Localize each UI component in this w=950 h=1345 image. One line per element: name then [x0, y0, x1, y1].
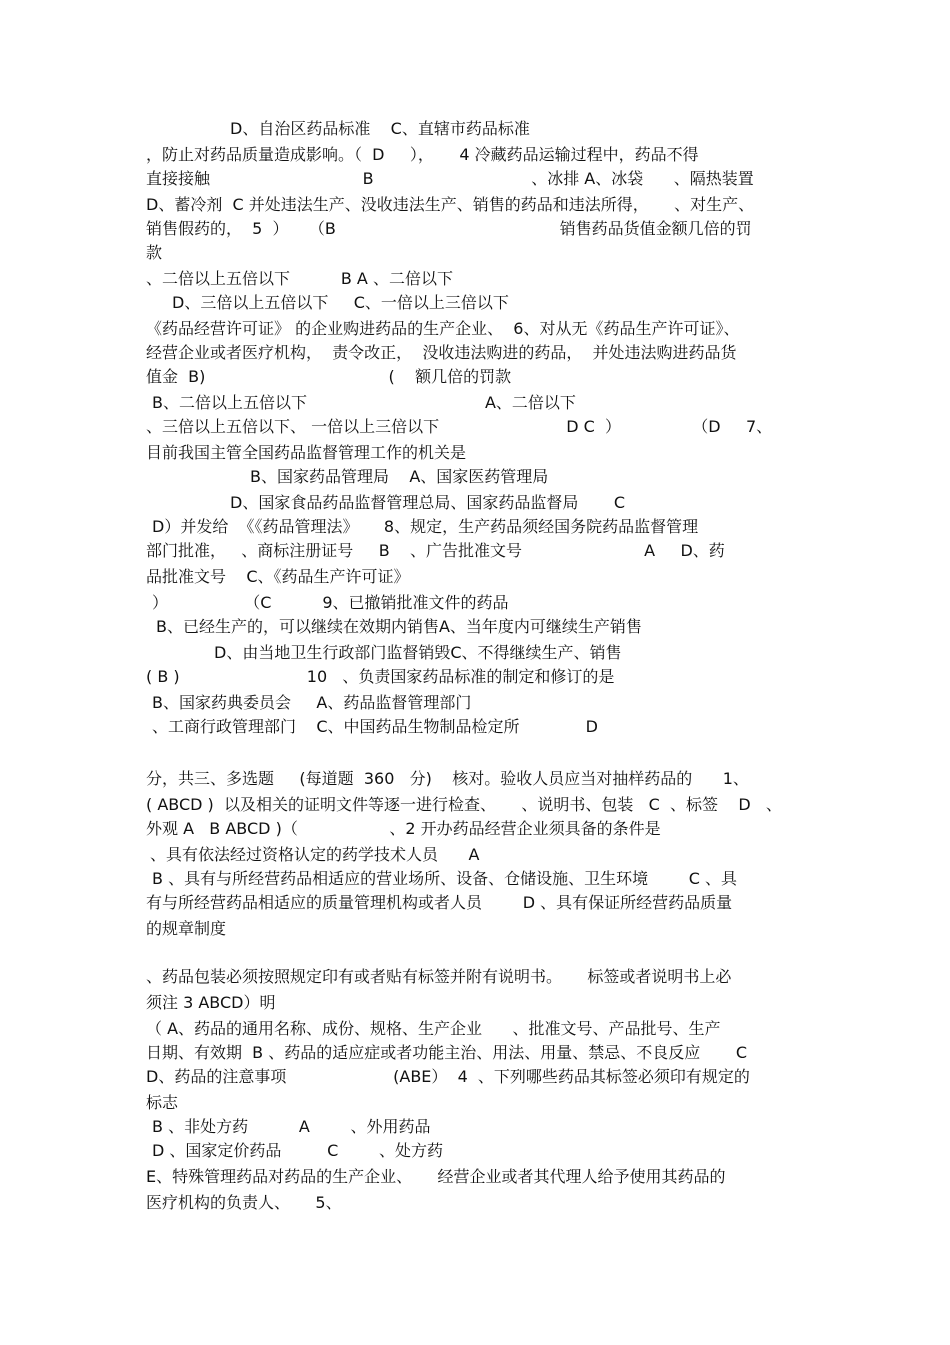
text-line: 须注 3 ABCD）明 — [146, 993, 276, 1012]
text-line: ( ABCD ) 以及相关的证明文件等逐一进行检查、 、说明书、包装 C 、标签 D 、 — [146, 795, 782, 814]
text-line: D、国家食品药品监督管理总局、国家药品监督局 C — [230, 493, 626, 512]
text-line: 、具有依法经过资格认定的药学技术人员 A — [150, 845, 480, 864]
text-line: B、国家药品管理局 A、国家医药管理局 — [250, 467, 549, 486]
text-line: B、已经生产的，可以继续在效期内销售A、当年度内可继续生产销售 — [156, 617, 642, 636]
text-line: 《药品经营许可证》 的企业购进药品的生产企业、 6、对从无《药品生产许可证》、 — [146, 319, 740, 338]
text-line: 销售假药的， 5 ） （B 销售药品货值金额几倍的罚 — [146, 219, 752, 238]
text-line: B 、具有与所经营药品相适应的营业场所、设备、仓储设施、卫生环境 C 、具 — [152, 869, 738, 888]
text-line: 、二倍以上五倍以下 B A 、二倍以下 — [146, 269, 453, 288]
text-line: 医疗机构的负责人、 5、 — [146, 1193, 342, 1212]
text-line: B、国家药典委员会 A、药品监督管理部门 — [152, 693, 472, 712]
text-line: D、蓄冷剂 C 并处违法生产、没收违法生产、销售的药品和违法所得， 、对生产、 — [146, 195, 755, 214]
text-line: 有与所经营药品相适应的质量管理机构或者人员 D 、具有保证所经营药品质量 — [146, 893, 733, 912]
text-line: B、二倍以上五倍以下 A、二倍以下 — [152, 393, 576, 412]
text-line: D）并发给 《《药品管理法》 8、规定，生产药品须经国务院药品监督管理 — [152, 517, 699, 536]
text-line: 标志 — [146, 1093, 179, 1112]
text-line: 分，共三、多选题 (每道题 360 分) 核对。验收人员应当对抽样药品的 1、 — [146, 769, 749, 788]
text-line: B 、非处方药 A 、外用药品 — [152, 1117, 431, 1136]
text-line: 外观 A B ABCD )（ 、2 开办药品经营企业须具备的条件是 — [146, 819, 661, 838]
text-line: ） （C 9、已撤销批准文件的药品 — [152, 593, 509, 612]
text-line: D、三倍以上五倍以下 C、一倍以上三倍以下 — [172, 293, 509, 312]
text-line: ( B ) 10 、负责国家药品标准的制定和修订的是 — [146, 667, 615, 686]
text-line: E、特殊管理药品对药品的生产企业、 经营企业或者其代理人给予使用其药品的 — [146, 1167, 726, 1186]
text-line: ，防止对药品质量造成影响。（ D ）， 4 冷藏药品运输过程中，药品不得 — [146, 145, 699, 164]
text-line: 经营企业或者医疗机构， 责令改正， 没收违法购进的药品， 并处违法购进药品货 — [146, 343, 737, 362]
text-line: 值金 B) ( 额几倍的罚款 — [146, 367, 512, 386]
text-line: 、工商行政管理部门 C、中国药品生物制品检定所 D — [152, 717, 598, 736]
text-line: D、药品的注意事项 (ABE） 4 、下列哪些药品其标签必须印有规定的 — [146, 1067, 750, 1086]
text-line: （ A、药品的通用名称、成份、规格、生产企业 、批准文号、产品批号、生产 — [146, 1019, 721, 1038]
text-line: 、三倍以上五倍以下、 一倍以上三倍以下 D C ） （D 7、 — [146, 417, 773, 436]
text-line: 日期、有效期 B 、药品的适应症或者功能主治、用法、用量、禁忌、不良反应 C — [146, 1043, 748, 1062]
text-line: 款 — [146, 243, 163, 262]
text-line: D 、国家定价药品 C 、处方药 — [152, 1141, 444, 1160]
text-line: 、药品包装必须按照规定印有或者贴有标签并附有说明书。 标签或者说明书上必 — [146, 967, 732, 986]
text-line: D、自治区药品标准 C、直辖市药品标准 — [230, 119, 530, 138]
text-line: D、由当地卫生行政部门监督销毁C、不得继续生产、销售 — [214, 643, 622, 662]
text-line: 品批准文号 C、《药品生产许可证》 — [146, 567, 410, 586]
text-line: 部门批准， 、商标注册证号 B 、广告批准文号 A D、药 — [146, 541, 725, 560]
text-line: 的规章制度 — [146, 919, 227, 938]
text-line: 直接接触 B 、冰排 A、冰袋 、隔热装置 — [146, 169, 754, 188]
text-line: 目前我国主管全国药品监督管理工作的机关是 — [146, 443, 467, 462]
